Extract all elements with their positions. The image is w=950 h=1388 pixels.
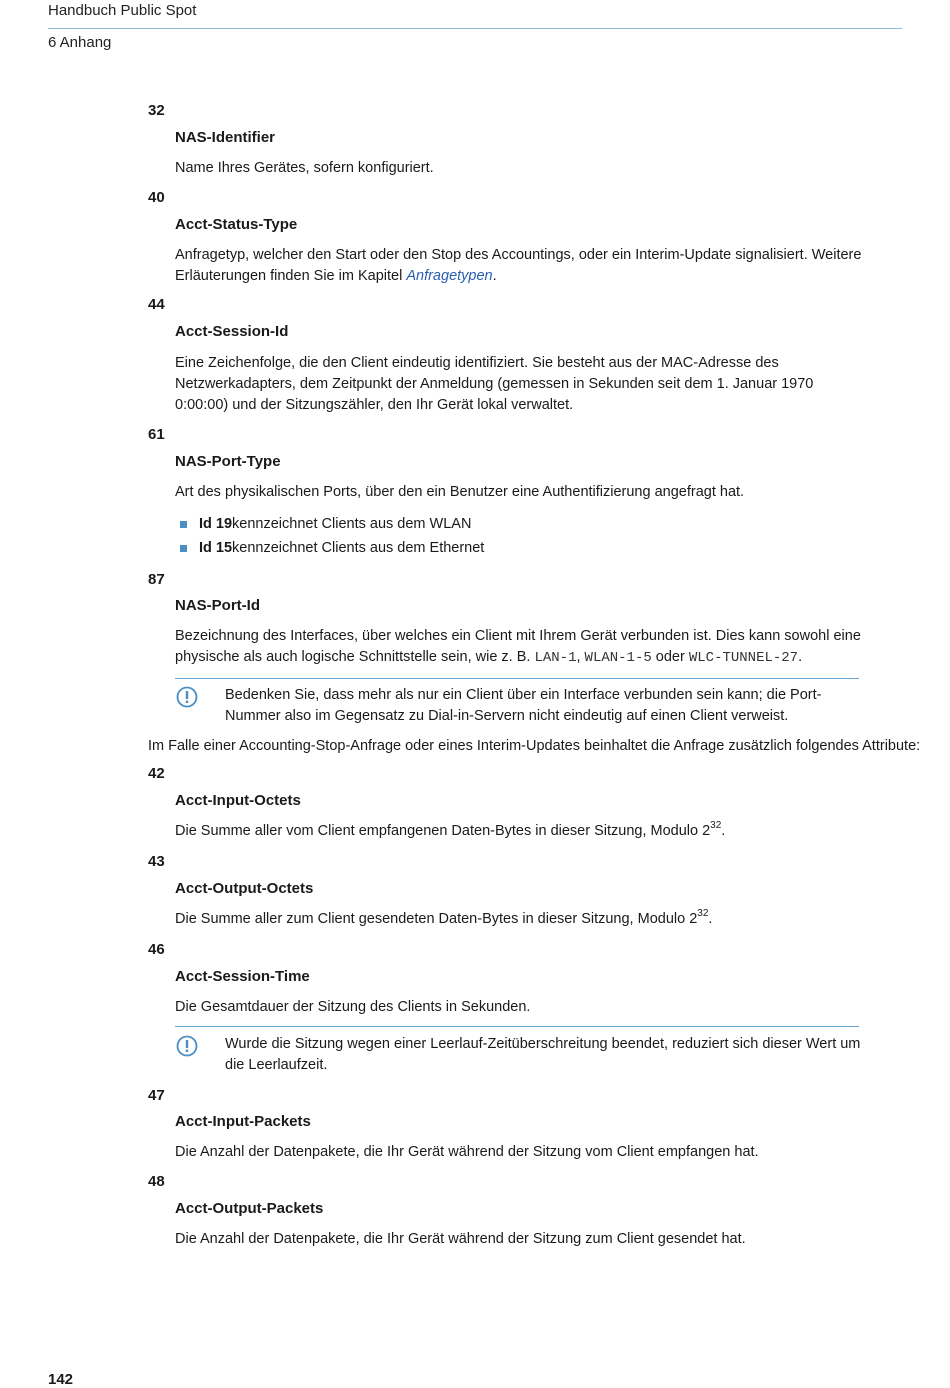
attribute-description (175, 245, 865, 287)
attribute-number: 42 (148, 765, 165, 782)
attribute-number: 87 (148, 571, 165, 588)
list-item (180, 538, 484, 558)
attribute-number: 40 (148, 189, 165, 206)
description-text: . (492, 268, 497, 284)
attribute-term: NAS-Port-Id (175, 597, 260, 614)
list-item-id: Id 15 (199, 540, 233, 556)
attribute-term: Acct-Status-Type (175, 216, 298, 233)
attribute-term: NAS-Port-Type (175, 453, 281, 470)
attribute-description (175, 821, 865, 843)
attribute-description (175, 626, 865, 669)
bullet-square-icon (180, 521, 187, 528)
note-text: Bedenken Sie, dass mehr als nur ein Client über ein Interface verbunden sein kann; die Port-Nummer also im Gegensatz zu Dial-in-Servern nicht eindeutig auf einen Client verweist. (225, 687, 822, 724)
superscript: 32 (697, 908, 709, 919)
attribute-description: Eine Zeichenfolge, die den Client eindeutig identifiziert. Sie besteht aus der MAC-Adresse des Netzwerkadapters, dem Zeitpunkt der Anmeldung (gemessen in Sekunden seit dem 1. Januar 1970 0:00:00) und der Sitzungszähler, den Ihr Gerät lokal verwaltet. (175, 355, 814, 413)
superscript: 32 (710, 820, 722, 831)
attribute-number: 48 (148, 1173, 165, 1190)
code-wlc-tunnel: WLC-TUNNEL-27 (688, 650, 799, 666)
description-text: Die Summe aller vom Client empfangenen Daten-Bytes in dieser Sitzung, Modulo 2 (175, 823, 711, 839)
attribute-term: Acct-Session-Id (175, 323, 289, 340)
attribute-term: Acct-Input-Packets (175, 1113, 311, 1130)
header-rule (48, 28, 902, 29)
attribute-number: 61 (148, 426, 165, 443)
attribute-description (175, 909, 865, 931)
attribute-description: Die Anzahl der Datenpakete, die Ihr Gerät während der Sitzung vom Client empfangen hat. (175, 1144, 759, 1160)
attribute-number: 47 (148, 1087, 165, 1104)
note-text: Wurde die Sitzung wegen einer Leerlauf-Zeitüberschreitung beendet, reduziert sich dieser Wert um die Leerlaufzeit. (225, 1036, 861, 1073)
code-wlan: WLAN-1-5 (584, 650, 652, 666)
attribute-description: Name Ihres Gerätes, sofern konfiguriert. (175, 160, 434, 176)
attribute-number: 32 (148, 102, 165, 119)
anfragetypen-link[interactable]: Anfragetypen (406, 268, 493, 284)
list-item-id: Id 19 (199, 516, 233, 532)
attribute-term: Acct-Input-Octets (175, 792, 301, 809)
description-text: Die Summe aller zum Client gesendeten Daten-Bytes in dieser Sitzung, Modulo 2 (175, 911, 698, 927)
description-text: , (576, 649, 585, 665)
attribute-description: Die Gesamtdauer der Sitzung des Clients in Sekunden. (175, 999, 531, 1015)
list-item-text: kennzeichnet Clients aus dem Ethernet (232, 540, 485, 556)
note-rule (175, 678, 859, 679)
bullet-square-icon (180, 545, 187, 552)
description-text: . (721, 823, 726, 839)
description-text: oder (651, 649, 689, 665)
attribute-term: Acct-Output-Octets (175, 880, 314, 897)
exclamation-icon (176, 686, 198, 708)
description-text: . (708, 911, 713, 927)
attribute-number: 43 (148, 853, 165, 870)
attribute-term: NAS-Identifier (175, 129, 276, 146)
attribute-term: Acct-Session-Time (175, 968, 310, 985)
note-rule (175, 1026, 859, 1027)
intermediate-paragraph: Im Falle einer Accounting-Stop-Anfrage oder eines Interim-Updates beinhaltet die Anfrage zusätzlich folgendes Attribute: (148, 738, 921, 754)
description-text: Bezeichnung des Interfaces, über welches ein Client mit Ihrem Gerät verbunden ist. Dies kann sowohl eine physische als auch logische Schnittstelle sein, wie z. B. (175, 628, 861, 665)
attribute-term: Acct-Output-Packets (175, 1200, 324, 1217)
exclamation-icon (176, 1035, 198, 1057)
attribute-description: Art des physikalischen Ports, über den ein Benutzer eine Authentifizierung angefragt hat. (175, 484, 745, 500)
attribute-description: Die Anzahl der Datenpakete, die Ihr Gerät während der Sitzung zum Client gesendet hat. (175, 1231, 746, 1247)
header-chapter: 6 Anhang (48, 34, 112, 51)
attribute-number: 44 (148, 296, 165, 313)
page-number: 142 (48, 1371, 74, 1388)
description-text: . (798, 649, 803, 665)
list-item (180, 514, 471, 534)
header-title: Handbuch Public Spot (48, 2, 197, 19)
code-lan: LAN-1 (534, 650, 577, 666)
list-item-text: kennzeichnet Clients aus dem WLAN (232, 516, 472, 532)
attribute-number: 46 (148, 941, 165, 958)
description-text: Anfragetyp, welcher den Start oder den Stop des Accountings, oder ein Interim-Update signalisiert. Weitere Erläuterungen finden Sie im Kapitel (175, 247, 862, 284)
